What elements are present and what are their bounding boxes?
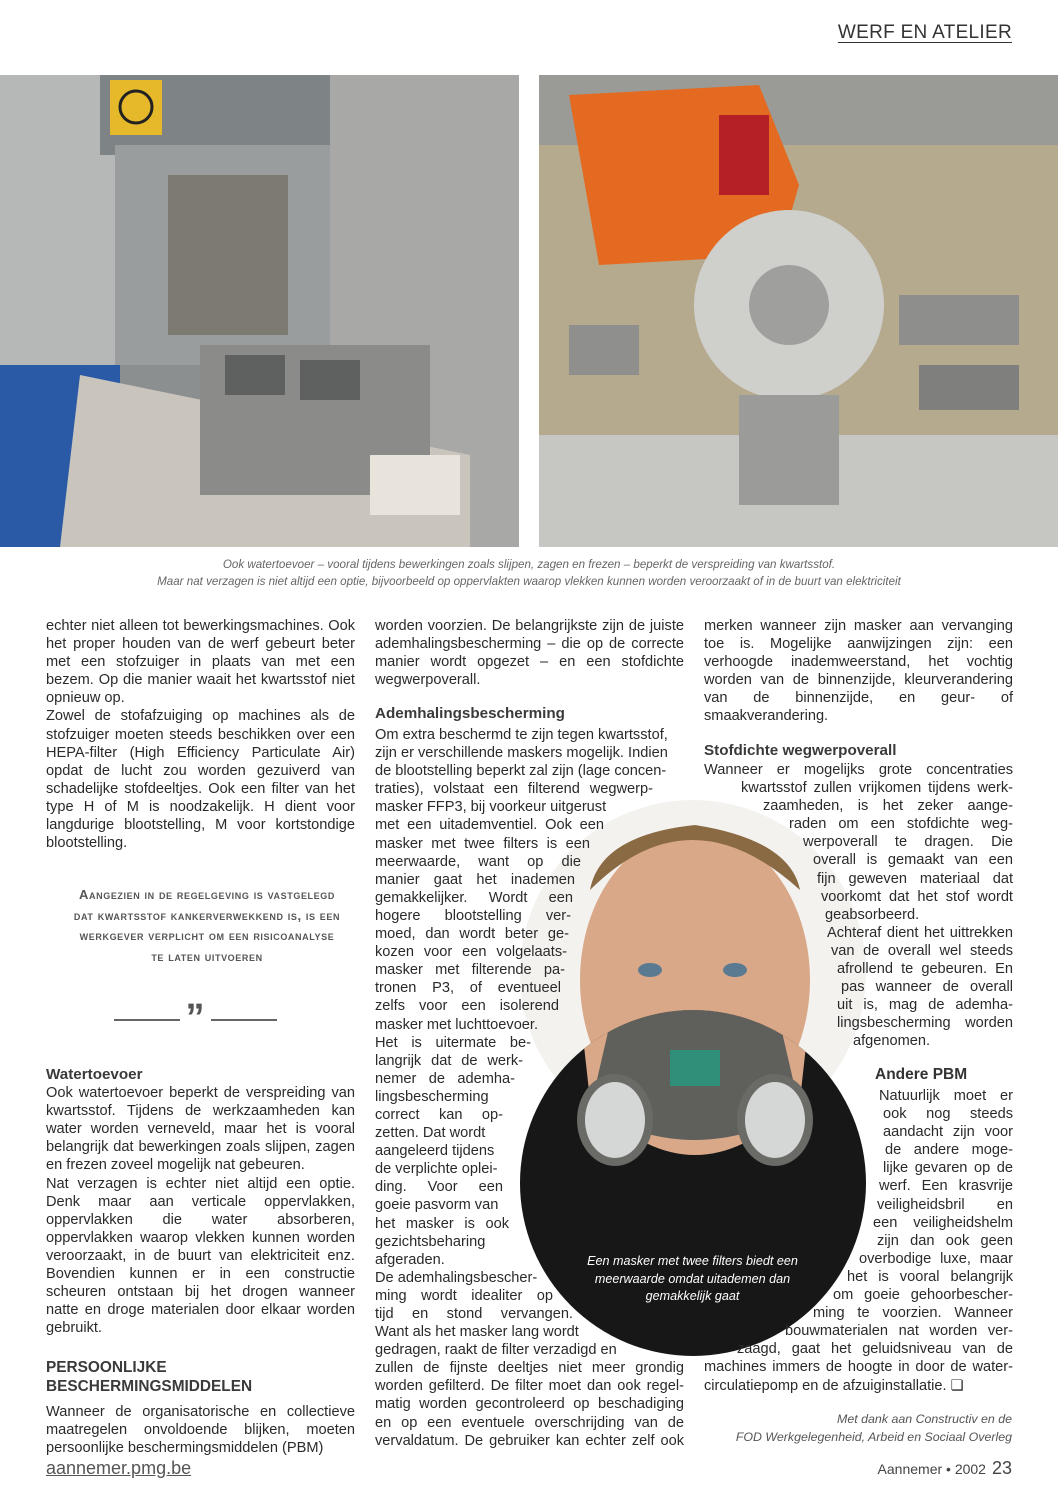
text-line: vervaldatum. De gebruiker kan echter zelf ook <box>375 1432 684 1449</box>
text-line: Want als het masker lang wordt <box>375 1324 579 1341</box>
quote-rule-left <box>114 1019 180 1021</box>
text-line: uit is, mag de ademha- <box>837 997 1013 1014</box>
heading-overall: Stofdichte wegwerpoverall <box>704 741 897 759</box>
caption-line-2: Maar nat verzagen is niet altijd een optie, bijvoorbeeld op oppervlakten waarop vlekken kunnen worden veroorzaakt of in de buurt van elektriciteit <box>157 575 901 588</box>
text-line: ming wordt idealiter op <box>375 1287 553 1304</box>
text-line: voorkomt dat het stof wordt <box>821 888 1013 905</box>
column-1 <box>46 617 355 852</box>
text-line: masker met twee filters is een <box>375 835 590 852</box>
text-line: worden gefilterd. De filter moet dan ook regel- <box>375 1378 684 1395</box>
pull-quote: Aangezien in de regelgeving is vastgelegd dat kwartsstof kankerverwekkend is, is een werkgever verplicht om een risicoanalyse te laten uitvoeren <box>73 887 341 964</box>
text-line: meerwaarde, want op die <box>375 853 581 870</box>
text-line: raden om een stofdichte weg- <box>789 816 1013 833</box>
text-line: gedragen, raakt de filter verzadigd en <box>375 1342 617 1359</box>
text-line: zaamheden, is het zeker aange- <box>763 798 1013 815</box>
text-line: masker FFP3, bij voorkeur uitgerust <box>375 799 607 816</box>
text-line: werf. Een krasvrije <box>879 1178 1013 1195</box>
text-line: afgenomen. <box>853 1033 931 1050</box>
text-line: veiligheidsbril en <box>877 1196 1013 1213</box>
photo-cutting-saw <box>539 75 1058 547</box>
text-line: pas wanneer de overall <box>841 979 1013 996</box>
acknowledgement-line-2: FOD Werkgelegenheid, Arbeid en Sociaal Overleg <box>735 1430 1012 1444</box>
paragraph: echter niet alleen tot bewerkingsmachines. Ook het proper houden van de werf gebeurt beter met een stofzuiger in plaats van met een bezem. Op die manier waait het kwartsstof niet opnieuw op. <box>46 618 355 707</box>
text-line: tronen P3, of eventueel <box>375 980 561 997</box>
column-3 <box>704 617 1013 760</box>
text-line: aandacht zijn voor <box>883 1124 1013 1141</box>
text-line: en op een eventuele overschrijding van de <box>375 1414 684 1431</box>
text-line: een veiligheidshelm <box>873 1214 1013 1231</box>
text-line: tijd en stond vervangen. <box>375 1306 573 1322</box>
text-line: overbodige luxe, maar <box>859 1250 1013 1267</box>
text-line: De ademhalingsbescher- <box>375 1269 538 1286</box>
text-line: de blootstelling beperkt zal zijn (lage concen- <box>375 763 667 780</box>
text-line: langrijk dat de werk- <box>375 1052 523 1069</box>
page-number: 23 <box>991 1458 1012 1478</box>
text-line: de andere moge- <box>885 1142 1013 1159</box>
paragraph: worden voorzien. De belangrijkste zijn de juiste ademhalingsbescherming – die op de correcte manier wordt opgezet – en een stofdichte wegwerpoverall. <box>375 618 684 689</box>
text-line: zijn er verschillende maskers mogelijk. Indien <box>375 745 668 762</box>
paragraph: Wanneer de organisatorische en collectieve maatregelen onvoldoende blijken, moeten persoonlijke beschermingsmiddelen (PBM) <box>46 1403 355 1456</box>
footer-issue: Aannemer • 2002 <box>877 1461 986 1477</box>
text-line: werpoverall te dragen. Die <box>803 834 1013 851</box>
column-1-lower <box>46 1066 355 1457</box>
text-line: van de overall wel steeds <box>831 942 1013 959</box>
photo-dust-extraction <box>0 75 519 547</box>
text-line: het masker is ook <box>375 1215 509 1232</box>
text-line: fijn geweven materiaal dat <box>817 870 1013 887</box>
text-line: bouwmaterialen nat worden ver- <box>785 1323 1013 1340</box>
column-2 <box>375 617 684 723</box>
text-line: gemakkelijker. Wordt een <box>375 889 573 906</box>
text-line: ook nog steeds <box>883 1106 1013 1123</box>
text-line: moed, dan wordt beter ge- <box>375 926 569 943</box>
text-line: goeie pasvorm van <box>375 1197 499 1214</box>
text-line: ming te voorzien. Wanneer <box>813 1305 1013 1322</box>
footer-page-info <box>878 1458 1012 1479</box>
text-line: om goeie gehoorbescher- <box>833 1287 1013 1304</box>
text-line: manier gaat het inademen <box>375 871 575 888</box>
heading-ademhaling: Ademhalingsbescherming <box>375 705 565 723</box>
column-2-lines <box>375 726 684 1450</box>
paragraph: Nat verzagen is echter niet altijd een optie. Denk maar aan verticale oppervlakken, oppervlakken die water absorberen, oppervlakken waarop vlekken kunnen worden veroorzaakt, in de buurt van elektriciteit enz. Bovendien kunnen er in een constructie scheuren ontstaan bij het drogen wanneer natte en droge materialen door elkaar worden gebruikt. <box>46 1175 355 1337</box>
text-line: kozen voor een volgelaats- <box>375 944 567 961</box>
paragraph: merken wanneer zijn masker aan vervanging toe is. Mogelijke aanwijzingen zijn: een verhoogde inademweerstand, het vochtig worden van de binnenzijde, kleurverandering van de binnenzijde, en geur- of smaakverandering. <box>704 618 1013 725</box>
text-line: de verplichte oplei- <box>375 1161 498 1178</box>
text-line: kwartsstof zullen vrijkomen tijdens werk- <box>741 780 1013 797</box>
text-line: lingsbescherming <box>375 1088 489 1105</box>
acknowledgement-line-1: Met dank aan Constructiv en de <box>837 1412 1012 1426</box>
acknowledgement <box>692 1410 1012 1446</box>
caption-line-1: Ook watertoevoer – vooral tijdens bewerkingen zoals slijpen, zagen en frezen – beperkt de verspreiding van kwartsstof. <box>222 558 836 571</box>
text-line: nemer de ademha- <box>375 1070 515 1087</box>
text-line: Om extra beschermd te zijn tegen kwartsstof, <box>375 727 668 743</box>
text-line: Natuurlijk moet er <box>879 1088 1013 1104</box>
text-line: gezichtsbeharing <box>375 1233 486 1250</box>
text-line: Het is uitermate be- <box>375 1034 531 1051</box>
text-line: machines immers de hoogte in door de water- <box>704 1359 1013 1376</box>
photo-caption <box>0 556 1058 590</box>
column-3-overall-lines <box>704 761 1013 1051</box>
heading-pbm: PERSOONLIJKE BESCHERMINGSMIDDELEN <box>46 1359 253 1395</box>
text-line: masker met luchttoevoer. <box>375 1016 539 1033</box>
text-line: lingsbescherming worden <box>837 1015 1013 1032</box>
heading-watertoevoer: Watertoevoer <box>46 1066 143 1083</box>
quote-mark <box>100 997 290 1040</box>
text-line: masker met filterende pa- <box>375 962 565 979</box>
text-line: traties), volstaat een filterend wegwerp- <box>375 781 653 798</box>
quote-mark-icon: ” <box>185 997 205 1039</box>
section-label: WERF EN ATELIER <box>837 22 1012 43</box>
text-line: afrollend te gebeuren. En <box>837 961 1013 978</box>
portrait-caption: Een masker met twee filters biedt een meerwaarde omdat uitademen dan gemakkelijk gaat <box>587 1254 798 1303</box>
text-line: zetten. Dat wordt <box>375 1125 486 1142</box>
paragraph: Zowel de stofafzuiging op machines als de stofzuiger moeten steeds beschikken over een HEPA-filter (High Efficiency Particulate Air) opdat de lucht zou worden gezuiverd van schadelijke stofdeeltjes. Ook een filter van het type H of M is noodzakelijk. H dient voor langdurige blootstelling, M voor kortstondige blootstelling. <box>46 708 355 852</box>
quote-rule-right <box>211 1019 277 1021</box>
text-line: zelfs voor een isolerend <box>375 998 559 1015</box>
text-line: zaagd, gaat het geluidsniveau van de <box>737 1341 1013 1358</box>
text-line: met een uitademventiel. Ook een <box>375 817 604 834</box>
text-line: aangeleerd tijdens <box>375 1143 495 1160</box>
paragraph: Ook watertoevoer beperkt de verspreiding van kwartsstof. Tijdens de werkzaamheden kan water worden verneveld, maar het is vooral belangrijk dat bewerkingen zoals slijpen, zagen en frezen zoveel mogelijk nat gebeuren. <box>46 1085 355 1174</box>
text-line: overall is gemaakt van een <box>813 852 1013 869</box>
text-line: het is vooral belangrijk <box>847 1268 1013 1285</box>
text-line: Wanneer er mogelijks grote concentraties <box>704 762 1013 778</box>
text-line: geabsorbeerd. <box>825 906 920 923</box>
text-line: matig worden gecontroleerd op beschadiging <box>375 1396 684 1413</box>
text-line: circulatiepomp en de afzuiginstallatie. ❏ <box>704 1377 964 1394</box>
text-line: zullen de fijnste deeltjes niet meer grondig <box>375 1360 684 1377</box>
column-3-andere-lines <box>704 1087 1013 1395</box>
text-line: afgeraden. <box>375 1251 445 1268</box>
text-line: lijke gevaren op de <box>883 1160 1013 1177</box>
text-line: zijn dan ook geen <box>877 1232 1013 1249</box>
text-line: hogere blootstelling ver- <box>375 907 571 924</box>
text-line: ding. Voor een <box>375 1179 503 1196</box>
text-line: correct kan op- <box>375 1106 503 1123</box>
footer-website-link[interactable]: aannemer.pmg.be <box>46 1458 192 1478</box>
heading-andere-pbm: Andere PBM <box>875 1066 968 1083</box>
text-line: Achteraf dient het uittrekken <box>827 924 1013 941</box>
